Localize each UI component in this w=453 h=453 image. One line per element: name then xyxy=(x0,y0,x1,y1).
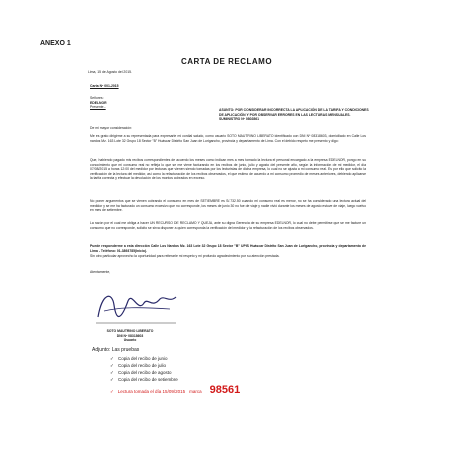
addressee-block xyxy=(90,96,107,110)
check-icon: ✓ xyxy=(110,370,114,375)
body-paragraph: No poner argumentos que se vienen cobrando el consumo en mes de SETIEMBRE es S/.732.50 cuando mi consumo real es menor, no se ha considerado una lectura actual del medidor y se me ha facturado un consumo excesivo que no corresponde, los meses de junio 30 no fue de viaje y nadie vivió durante los meses de agosto estuve de viaje, luego vuelvo en mes de setiembre. xyxy=(90,199,366,212)
body-paragraph: La razón por el cual me obliga a hacer UN RECURSO DE RECLAMO Y QUEJA, ante su digna Gerencia de su empresa EDELNOR, lo cual no debe permitirse que se me facture un consumo que no corresponde, solicito se sirva disponer a quien corresponda la verificación del medidor y la refacturación de los recibos observados. xyxy=(90,221,366,230)
subject-text: POR CONSIDERAR INCORRECTA LA APLICACIÓN DE LA TARIFA Y CONDICIONES DE APLICACIÓN Y POR OBSERVAR ERRORES EN LAS LECTURAS MENSUALES. SUMINISTRO Nº 0802861 xyxy=(219,108,369,121)
signer-role: Usuario xyxy=(123,338,137,342)
attachments-list xyxy=(110,355,178,383)
check-icon: ✓ xyxy=(110,389,114,394)
list-item: ✓ Copia del recibo de julio xyxy=(110,363,167,368)
addressee-line: Presente.- xyxy=(90,105,106,109)
check-icon: ✓ xyxy=(110,363,114,368)
addressee-line: Señores: xyxy=(90,96,104,100)
list-item: ✓ Copia del recibo de agosto xyxy=(110,370,172,375)
addressee-line: EDELNOR xyxy=(90,100,107,105)
body-paragraph: Sin otro particular aprovecho la oportunidad para reiterarle mi respeto y mi profundo agradecimiento por su atención prestada. xyxy=(90,254,280,258)
list-item: ✓ Copia del recibo de junio xyxy=(110,356,168,361)
check-icon: ✓ xyxy=(110,356,114,361)
document-title: CARTA DE RECLAMO xyxy=(180,57,273,66)
subject-label: ASUNTO: xyxy=(219,108,235,112)
closing: Atentamente, xyxy=(90,270,111,274)
reading-meter-label: marca xyxy=(189,389,202,394)
carta-number: Carta Nº 001-2015 xyxy=(90,84,119,88)
signer-dni: DNI Nº 08318603 xyxy=(116,333,144,338)
signature-image xyxy=(90,283,180,327)
subject-block xyxy=(219,108,369,122)
body-paragraph: Puede responderme a esta dirección Calle Los Nardos Mz. 163 Lote 32 Grupo 18 Sector "B" UPIS Huáscar Distrito San Juan de Lurigancho, provincia y departamento de Lima - Teléfono: 01-3893785(Inicio). xyxy=(90,244,366,253)
body-paragraph: Que, habiendo pagado mis recibos correspondientes de acuerdo los meses como indican mes a mes tomado la lectura el personal encargado a la empresa EDELNOR, pongo en su conocimiento que mi consumo real no refleja lo que se me viene facturando en los recibos de junio, julio y agosto del presente año, según la información de mi medidor, el día 07/08/2015 a horas 12:00 del medidor por lecturas que vienen siendo tomadas por los lecturistas de dicha empresa, lo cual no se ajusta a mi consumo real. Es por ello que solicito la verificación de la lectura del medidor, así como la refacturación de los recibos observados, el que estimo de acuerdo a mi consumo promedio de meses anteriores, debiendo aplicarse la tarifa correcta y efectuar la devolución de los montos cobrados en exceso. xyxy=(90,158,366,180)
date-line: Lima, 15 de Agosto del 2015. xyxy=(88,70,132,74)
reading-value: 98561 xyxy=(209,384,241,396)
list-item: ✓ Copia del recibo de setiembre xyxy=(110,377,178,382)
signer-name: SOTO MAUTRINO LIBERATO xyxy=(106,329,154,333)
annex-label: ANEXO 1 xyxy=(40,40,71,47)
reading-note xyxy=(110,384,240,396)
body-paragraph: Me es grato dirigirme a su representada para expresarle mi cordial saludo, como usuario SOTO MAUTRINO LIBERATO identificado con DNI Nº 08318603, domiciliado en Calle Los nardos Mz. 163 Lote 32 Grupo 18 Sector "B" Huáscar Distrito San Juan de Lurigancho, provincia y departamento de Lima. Con el debido respeto me presento y digo: xyxy=(90,134,366,143)
signer-block xyxy=(95,329,165,343)
greeting: De mi mayor consideración: xyxy=(90,126,133,130)
reading-note-text: Lectura tomada el día 15/09/2015 xyxy=(117,389,186,394)
attachments-label: Adjunto: Las pruebas xyxy=(92,347,140,353)
check-icon: ✓ xyxy=(110,377,114,382)
